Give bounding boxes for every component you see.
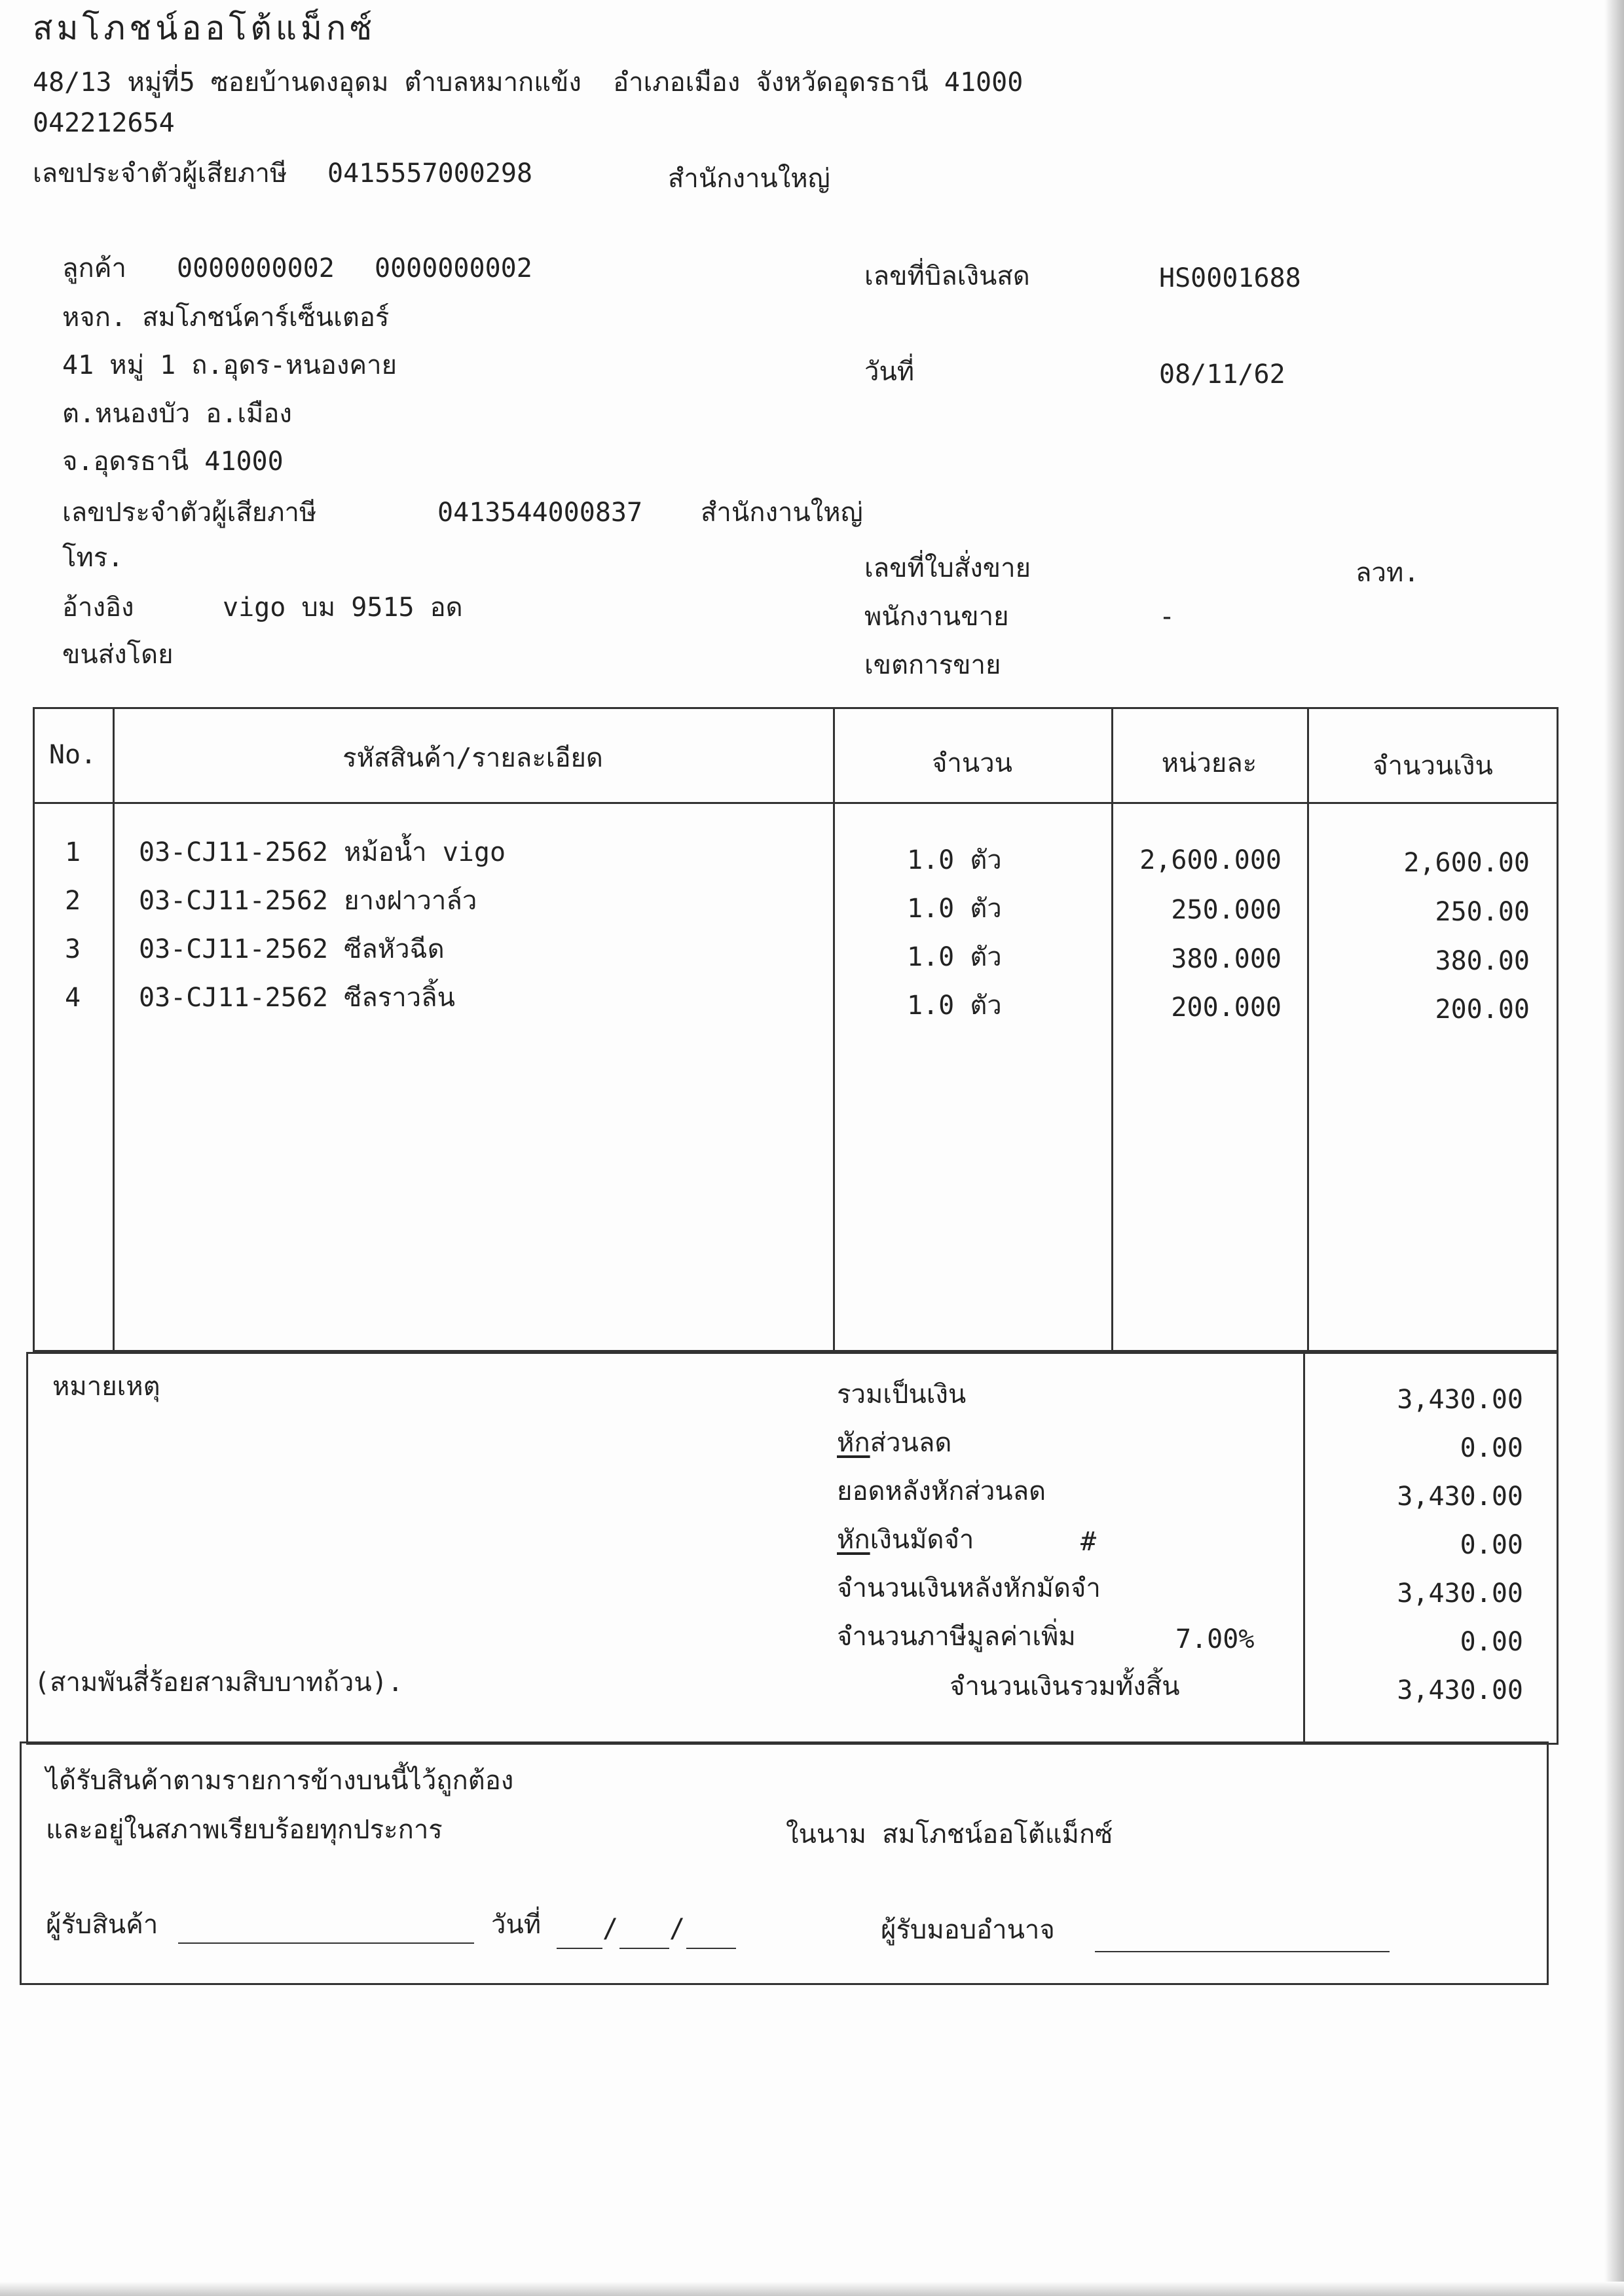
vat-value: 0.00 bbox=[1460, 1627, 1523, 1657]
discount-label-rest: ส่วนลด bbox=[870, 1428, 952, 1458]
table-header-divider bbox=[33, 802, 1559, 804]
customer-address-2: ต.หนองบัว อ.เมือง bbox=[62, 399, 292, 429]
invoice-date: 08/11/62 bbox=[1159, 359, 1285, 390]
company-phone: 042212654 bbox=[33, 108, 175, 138]
bill-no: HS0001688 bbox=[1159, 263, 1301, 293]
table-row-amount: 2,600.00 bbox=[1403, 848, 1530, 878]
table-row-unit-price: 200.000 bbox=[1171, 993, 1282, 1023]
table-row-unit-price: 380.000 bbox=[1171, 944, 1282, 974]
customer-ref-value: vigo บม 9515 อด bbox=[223, 592, 463, 623]
customer-branch: สำนักงานใหญ่ bbox=[701, 498, 863, 528]
receive-date-label: วันที่ bbox=[491, 1910, 542, 1940]
grand-total-value: 3,430.00 bbox=[1397, 1675, 1523, 1705]
header-no: No. bbox=[48, 740, 97, 770]
amount-in-words: (สามพันสี่ร้อยสามสิบบาทถ้วน). bbox=[34, 1667, 403, 1698]
discount-label-prefix: หัก bbox=[837, 1428, 870, 1458]
table-row-amount: 200.00 bbox=[1435, 994, 1530, 1025]
receiver-signature-line bbox=[178, 1942, 474, 1944]
company-address: 48/13 หมู่ที่5 ซอยบ้านดงอุดม ตำบลหมากแข้ง อำเภอเมือง จังหวัดอุดรธานี 41000 bbox=[33, 67, 1024, 98]
customer-address-3: จ.อุดรธานี 41000 bbox=[62, 446, 284, 477]
table-row-no: 3 bbox=[64, 934, 81, 964]
sales-order-value: ลวท. bbox=[1356, 558, 1420, 588]
company-name: สมโภชน์ออโต้แม็กซ์ bbox=[33, 9, 377, 47]
customer-name: หจก. สมโภชน์คาร์เซ็นเตอร์ bbox=[62, 302, 390, 333]
receive-date-month-line bbox=[619, 1948, 669, 1949]
col-divider-qty bbox=[1111, 707, 1113, 1352]
customer-code-2: 0000000002 bbox=[375, 253, 532, 283]
company-branch: สำนักงานใหญ่ bbox=[668, 164, 830, 194]
deposit-label-rest: เงินมัดจำ bbox=[870, 1525, 974, 1555]
authorized-label: ผู้รับมอบอำนาจ bbox=[881, 1915, 1055, 1945]
company-tax-id: 0415557000298 bbox=[327, 158, 533, 189]
table-row-qty: 1.0 ตัว bbox=[907, 845, 1002, 875]
subtotal-label: รวมเป็นเงิน bbox=[837, 1379, 967, 1410]
header-desc: รหัสสินค้า/รายละเอียด bbox=[342, 743, 603, 773]
grand-total-label: จำนวนเงินรวมทั้งสิ้น bbox=[950, 1671, 1180, 1702]
deposit-hash: # bbox=[1080, 1527, 1097, 1557]
header-qty: จำนวน bbox=[931, 748, 1013, 778]
discount-label bbox=[837, 1430, 951, 1456]
header-amount: จำนวนเงิน bbox=[1373, 751, 1493, 781]
col-divider-unit bbox=[1307, 707, 1309, 1352]
invoice-date-label: วันที่ bbox=[864, 357, 915, 387]
salesperson-value: - bbox=[1159, 602, 1175, 632]
table-row-desc: 03-CJ11-2562 ยางฝาวาล์ว bbox=[139, 886, 477, 916]
table-row-no: 1 bbox=[64, 837, 81, 867]
remark-label: หมายเหตุ bbox=[52, 1372, 160, 1402]
table-row-qty: 1.0 ตัว bbox=[907, 991, 1002, 1021]
receiver-label: ผู้รับสินค้า bbox=[46, 1910, 158, 1940]
table-row-desc: 03-CJ11-2562 ซีลราวลิ้น bbox=[139, 983, 455, 1013]
after-deposit-label: จำนวนเงินหลังหักมัดจำ bbox=[837, 1573, 1101, 1603]
table-row-qty: 1.0 ตัว bbox=[907, 942, 1002, 972]
customer-address-1: 41 หมู่ 1 ถ.อุดร-หนองคาย bbox=[62, 350, 397, 380]
customer-code-1: 0000000002 bbox=[177, 253, 335, 283]
table-row-unit-price: 2,600.000 bbox=[1139, 845, 1282, 875]
sales-area-label: เขตการขาย bbox=[864, 650, 1001, 680]
receive-date-day-line bbox=[557, 1948, 602, 1949]
scan-bottom-shadow bbox=[0, 2282, 1624, 2296]
table-row-qty: 1.0 ตัว bbox=[907, 894, 1002, 924]
deposit-value: 0.00 bbox=[1460, 1530, 1523, 1560]
deposit-label-prefix: หัก bbox=[837, 1525, 870, 1555]
table-row-unit-price: 250.000 bbox=[1171, 895, 1282, 925]
customer-ref-label: อ้างอิง bbox=[62, 592, 134, 623]
after-discount-value: 3,430.00 bbox=[1397, 1482, 1523, 1512]
receive-date-year-line bbox=[686, 1948, 736, 1949]
receive-date-sep-1: / bbox=[602, 1914, 619, 1944]
table-row-desc: 03-CJ11-2562 ซีลหัวฉีด bbox=[139, 934, 445, 964]
col-divider-no bbox=[113, 707, 115, 1352]
table-row-no: 4 bbox=[64, 983, 81, 1013]
customer-ship-label: ขนส่งโดย bbox=[62, 640, 174, 670]
deposit-label bbox=[837, 1527, 974, 1553]
col-divider-desc bbox=[833, 707, 835, 1352]
customer-tax-id: 0413544000837 bbox=[437, 498, 643, 528]
receive-date-sep-2: / bbox=[669, 1914, 686, 1944]
after-discount-label: ยอดหลังหักส่วนลด bbox=[837, 1476, 1046, 1506]
table-row-amount: 250.00 bbox=[1435, 897, 1530, 927]
salesperson-label: พนักงานขาย bbox=[864, 602, 1009, 632]
received-line-1: ได้รับสินค้าตามรายการข้างบนนี้ไว้ถูกต้อง bbox=[46, 1766, 514, 1796]
table-row-no: 2 bbox=[64, 886, 81, 916]
received-line-2: และอยู่ในสภาพเรียบร้อยทุกประการ bbox=[46, 1815, 443, 1845]
subtotal-value: 3,430.00 bbox=[1397, 1385, 1523, 1415]
on-behalf-of: ในนาม สมโภชน์ออโต้แม็กซ์ bbox=[786, 1819, 1113, 1850]
vat-rate: 7.00% bbox=[1175, 1624, 1255, 1654]
table-row-desc: 03-CJ11-2562 หม้อน้ำ vigo bbox=[139, 837, 506, 867]
vat-label: จำนวนภาษีมูลค่าเพิ่ม bbox=[837, 1622, 1076, 1652]
company-tax-label: เลขประจำตัวผู้เสียภาษี bbox=[33, 158, 287, 189]
discount-value: 0.00 bbox=[1460, 1433, 1523, 1463]
scan-edge-shadow bbox=[1604, 0, 1624, 2296]
summary-divider bbox=[1303, 1352, 1305, 1745]
customer-tax-label: เลขประจำตัวผู้เสียภาษี bbox=[62, 498, 317, 528]
customer-label: ลูกค้า bbox=[62, 253, 126, 283]
header-unit-price: หน่วยละ bbox=[1161, 748, 1257, 778]
after-deposit-value: 3,430.00 bbox=[1397, 1578, 1523, 1609]
bill-no-label: เลขที่บิลเงินสด bbox=[864, 261, 1030, 291]
authorized-signature-line bbox=[1095, 1951, 1390, 1952]
customer-phone-label: โทร. bbox=[62, 543, 124, 573]
table-row-amount: 380.00 bbox=[1435, 946, 1530, 976]
sales-order-label: เลขที่ใบสั่งขาย bbox=[864, 553, 1031, 583]
